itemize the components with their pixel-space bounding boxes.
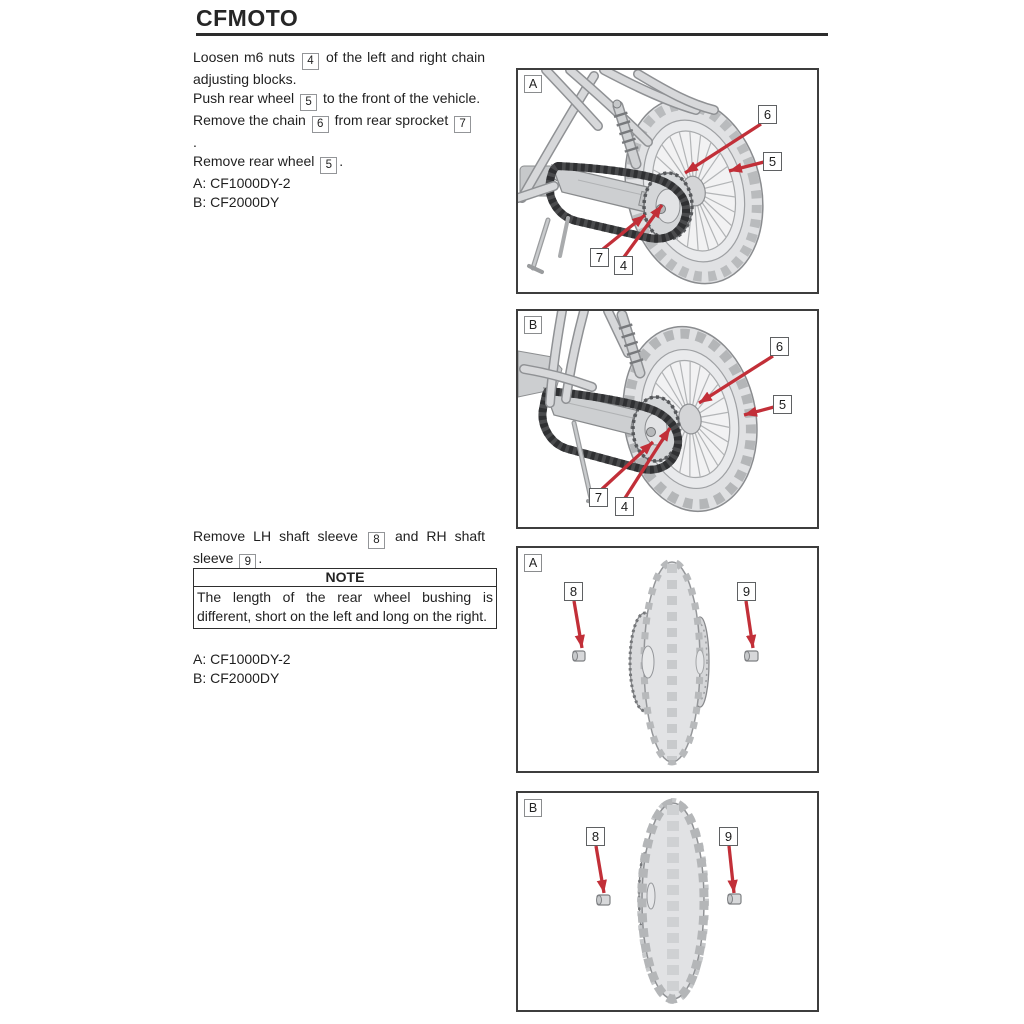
callout-4: 4 (614, 256, 633, 275)
note-body: The length of the rear wheel bushing is different, short on the left and long on the right. (197, 589, 493, 624)
callout-5: 5 (763, 152, 782, 171)
paragraph-list (193, 527, 485, 571)
rh-shaft-sleeve (745, 651, 759, 661)
instruction-paragraph (193, 111, 485, 133)
panel-label: B (524, 316, 542, 334)
callout-8: 8 (564, 582, 583, 601)
panel-label: A (524, 554, 542, 572)
variant-line-b: B: CF2000DY (193, 194, 280, 210)
callout-9: 9 (719, 827, 738, 846)
callout-9: 9 (737, 582, 756, 601)
instruction-paragraph (193, 89, 485, 111)
callout-6: 6 (770, 337, 789, 356)
figure-panel-b-front (516, 791, 819, 1012)
text-run: from rear sprocket (330, 112, 453, 128)
panel-a-side-illustration (518, 70, 817, 292)
variant-line-a: A: CF1000DY-2 (193, 175, 291, 191)
text-run: Loosen m6 nuts (193, 49, 300, 65)
instruction-paragraph (193, 133, 485, 152)
callout-7: 7 (589, 488, 608, 507)
text-run: . (258, 550, 263, 566)
instruction-block-mid (193, 527, 485, 571)
figure-panel-b-side (516, 309, 819, 529)
panel-label: B (524, 799, 542, 817)
callout-4: 4 (615, 497, 634, 516)
callout-8: 8 (586, 827, 605, 846)
part-ref-box: 9 (239, 554, 256, 571)
text-run: . (193, 134, 197, 150)
lh-shaft-sleeve (597, 895, 611, 905)
part-ref-box: 5 (320, 157, 337, 174)
paragraph-list (193, 48, 485, 174)
panel-label: A (524, 75, 542, 93)
callout-6: 6 (758, 105, 777, 124)
rh-shaft-sleeve (728, 894, 742, 904)
instruction-block-top (193, 48, 485, 212)
text-run: to the front of the vehicle. (319, 90, 481, 106)
note-title: NOTE (194, 569, 496, 587)
text-run: Push rear wheel (193, 90, 299, 106)
figure-panel-a-front (516, 546, 819, 773)
part-ref-box: 6 (312, 116, 329, 133)
text-run: and RH shaft sleeve (193, 528, 485, 566)
brand-logo: CFMOTO (196, 5, 299, 31)
text-run: Remove rear wheel (193, 153, 319, 169)
panel-b-front-illustration (518, 793, 817, 1010)
instruction-paragraph (193, 152, 485, 174)
part-ref-box: 8 (368, 532, 385, 549)
note-box (193, 568, 497, 629)
lh-shaft-sleeve (573, 651, 586, 661)
callout-5: 5 (773, 395, 792, 414)
variant-line-a: A: CF1000DY-2 (193, 651, 291, 667)
part-ref-box: 7 (454, 116, 471, 133)
instruction-block-variants (193, 650, 485, 688)
text-run: Remove the chain (193, 112, 310, 128)
instruction-paragraph (193, 527, 485, 571)
part-ref-box: 4 (302, 53, 319, 70)
figure-panel-a-side (516, 68, 819, 294)
part-ref-box: 5 (300, 94, 317, 111)
instruction-paragraph (193, 48, 485, 89)
text-run: Remove LH shaft sleeve (193, 528, 366, 544)
panel-a-front-illustration (518, 548, 817, 771)
variant-line-b: B: CF2000DY (193, 670, 280, 686)
callout-7: 7 (590, 248, 609, 267)
header-rule (196, 33, 828, 36)
text-run: . (339, 153, 344, 169)
text-run: of the left and right chain adjusting blocks. (193, 49, 485, 87)
